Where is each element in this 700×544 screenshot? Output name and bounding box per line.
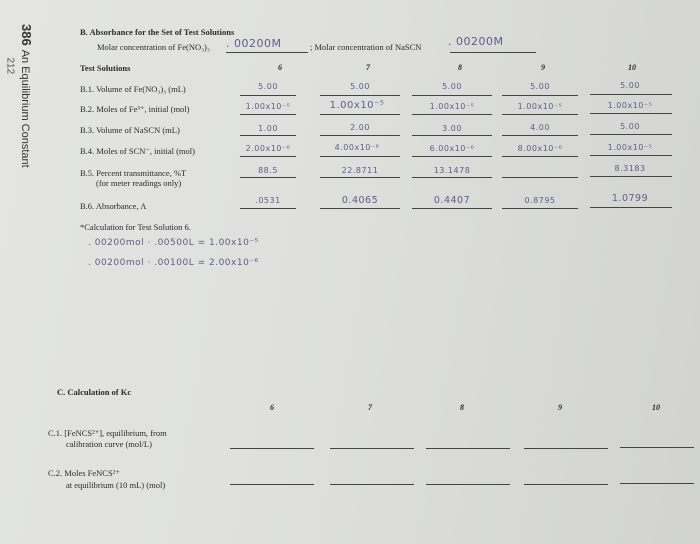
b4-value-8: 6.00x10⁻⁶	[429, 144, 475, 153]
b1-value-7: 5.00	[350, 82, 370, 91]
column-header-10: 10	[628, 63, 636, 72]
b5-line-6	[240, 177, 296, 178]
b5-line-10	[590, 176, 672, 177]
b5-value-7: 22.8711	[341, 166, 379, 175]
b3-line-7	[320, 135, 400, 136]
b4-value-9: 8.00x10⁻⁶	[517, 144, 563, 153]
c1-line-9	[524, 448, 608, 449]
row-b5-label: B.5. Percent transmittance, %T	[80, 168, 187, 178]
row-b5-sublabel: (for meter readings only)	[96, 178, 182, 188]
section-c-title: C. Calculation of Kc	[57, 387, 132, 397]
c2-line-10	[620, 483, 694, 484]
row-b3-label: B.3. Volume of NaSCN (mL)	[80, 125, 180, 135]
fe-concentration-label: Molar concentration of Fe(NO₃)₃	[97, 42, 210, 52]
test-solutions-label: Test Solutions	[80, 63, 131, 73]
column-header-7: 7	[366, 63, 370, 72]
b4-line-6	[240, 156, 296, 157]
b4-value-10: 1.00x10⁻⁵	[607, 143, 653, 152]
row-b1-label: B.1. Volume of Fe(NO₃)₃ (mL)	[80, 84, 186, 94]
b1-value-10: 5.00	[620, 81, 640, 90]
scn-concentration-line	[450, 52, 536, 53]
b3-value-7: 2.00	[350, 123, 370, 132]
calculation-line-1: . 00200mol · .00500L = 1.00x10⁻⁵	[88, 238, 259, 248]
b3-value-10: 5.00	[620, 122, 640, 131]
b6-value-8: 0.4407	[433, 195, 471, 206]
c2-line-8	[426, 484, 510, 485]
b4-line-7	[320, 156, 400, 157]
page-number: 212	[4, 57, 16, 75]
chapter-title: An Equilibrium Constant	[19, 49, 31, 168]
b2-value-10: 1.00x10⁻⁵	[607, 101, 653, 110]
column-header-8: 8	[458, 63, 462, 72]
row-b4-label: B.4. Moles of SCN⁻, initial (mol)	[80, 146, 195, 156]
b5-value-8: 13.1478	[433, 166, 471, 175]
b3-value-6: 1.00	[258, 124, 278, 133]
b5-line-9	[502, 177, 578, 178]
scn-concentration-value: . 00200M	[448, 35, 504, 48]
b6-line-8	[412, 208, 492, 209]
b6-value-6: .0531	[255, 196, 281, 205]
c-column-header-6: 6	[270, 403, 274, 412]
row-c2-sublabel: at equilibrium (10 mL) (mol)	[66, 480, 166, 490]
b4-line-8	[412, 156, 492, 157]
fe-concentration-value: . 00200M	[226, 37, 282, 50]
b6-value-10: 1.0799	[611, 193, 649, 204]
calculation-label: *Calculation for Test Solution 6.	[80, 222, 191, 232]
b3-line-8	[412, 135, 492, 136]
b6-line-7	[320, 208, 400, 209]
b2-value-7: 1.00x10⁻⁵	[329, 100, 385, 111]
b3-value-9: 4.00	[530, 123, 550, 132]
b1-line-7	[320, 95, 400, 96]
b2-value-8: 1.00x10⁻⁵	[429, 102, 475, 111]
b4-value-7: 4.00x10⁻⁶	[334, 143, 380, 152]
b1-line-6	[240, 95, 296, 96]
b3-line-10	[590, 134, 672, 135]
b1-line-10	[590, 94, 672, 95]
c1-line-10	[620, 447, 694, 448]
b6-value-7: 0.4065	[341, 195, 379, 206]
c2-line-9	[524, 484, 608, 485]
section-b-title: B. Absorbance for the Set of Test Solutions	[80, 27, 235, 37]
b2-value-6: 1.00x10⁻⁵	[245, 102, 291, 111]
c2-line-7	[330, 484, 414, 485]
fe-concentration-line	[226, 52, 308, 53]
b1-value-9: 5.00	[530, 82, 550, 91]
b2-line-6	[240, 114, 296, 115]
column-header-9: 9	[541, 63, 545, 72]
c-column-header-9: 9	[558, 403, 562, 412]
b3-line-6	[240, 135, 296, 136]
b6-line-10	[590, 207, 672, 208]
b1-line-9	[502, 95, 578, 96]
b2-value-9: 1.00x10⁻⁵	[517, 102, 563, 111]
b5-value-6: 88.5	[258, 166, 278, 175]
row-b2-label: B.2. Moles of Fe³⁺, initial (mol)	[80, 104, 190, 114]
calculation-line-2: . 00200mol · .00100L = 2.00x10⁻⁶	[88, 258, 259, 268]
b4-line-10	[590, 155, 672, 156]
b2-line-10	[590, 113, 672, 114]
scn-concentration-label: ; Molar concentration of NaSCN	[310, 42, 422, 52]
row-c1-label: C.1. [FeNCS²⁺], equilibrium, from	[48, 428, 167, 438]
c2-line-6	[230, 484, 314, 485]
b3-line-9	[502, 135, 578, 136]
chapter-heading	[19, 24, 34, 168]
chapter-number: 386	[19, 24, 34, 46]
b6-line-6	[240, 208, 296, 209]
b2-line-8	[412, 114, 492, 115]
row-c1-sublabel: calibration curve (mol/L)	[66, 439, 152, 449]
b3-value-8: 3.00	[442, 124, 462, 133]
b5-line-8	[412, 177, 492, 178]
c1-line-7	[330, 448, 414, 449]
b1-value-6: 5.00	[258, 82, 278, 91]
b1-value-8: 5.00	[442, 82, 462, 91]
c-column-header-8: 8	[460, 403, 464, 412]
c1-line-6	[230, 448, 314, 449]
row-b6-label: B.6. Absorbance, A	[80, 201, 147, 211]
b6-value-9: 0.8795	[524, 196, 556, 205]
c-column-header-7: 7	[368, 403, 372, 412]
b5-value-10: 8.3183	[614, 164, 646, 173]
c1-line-8	[426, 448, 510, 449]
c-column-header-10: 10	[652, 403, 660, 412]
b5-line-7	[320, 177, 400, 178]
b4-line-9	[502, 156, 578, 157]
row-c2-label: C.2. Moles FeNCS²⁺	[48, 468, 120, 478]
b1-line-8	[412, 95, 492, 96]
b6-line-9	[502, 208, 578, 209]
b2-line-7	[320, 114, 400, 115]
b4-value-6: 2.00x10⁻⁶	[245, 144, 291, 153]
column-header-6: 6	[278, 63, 282, 72]
b2-line-9	[502, 114, 578, 115]
